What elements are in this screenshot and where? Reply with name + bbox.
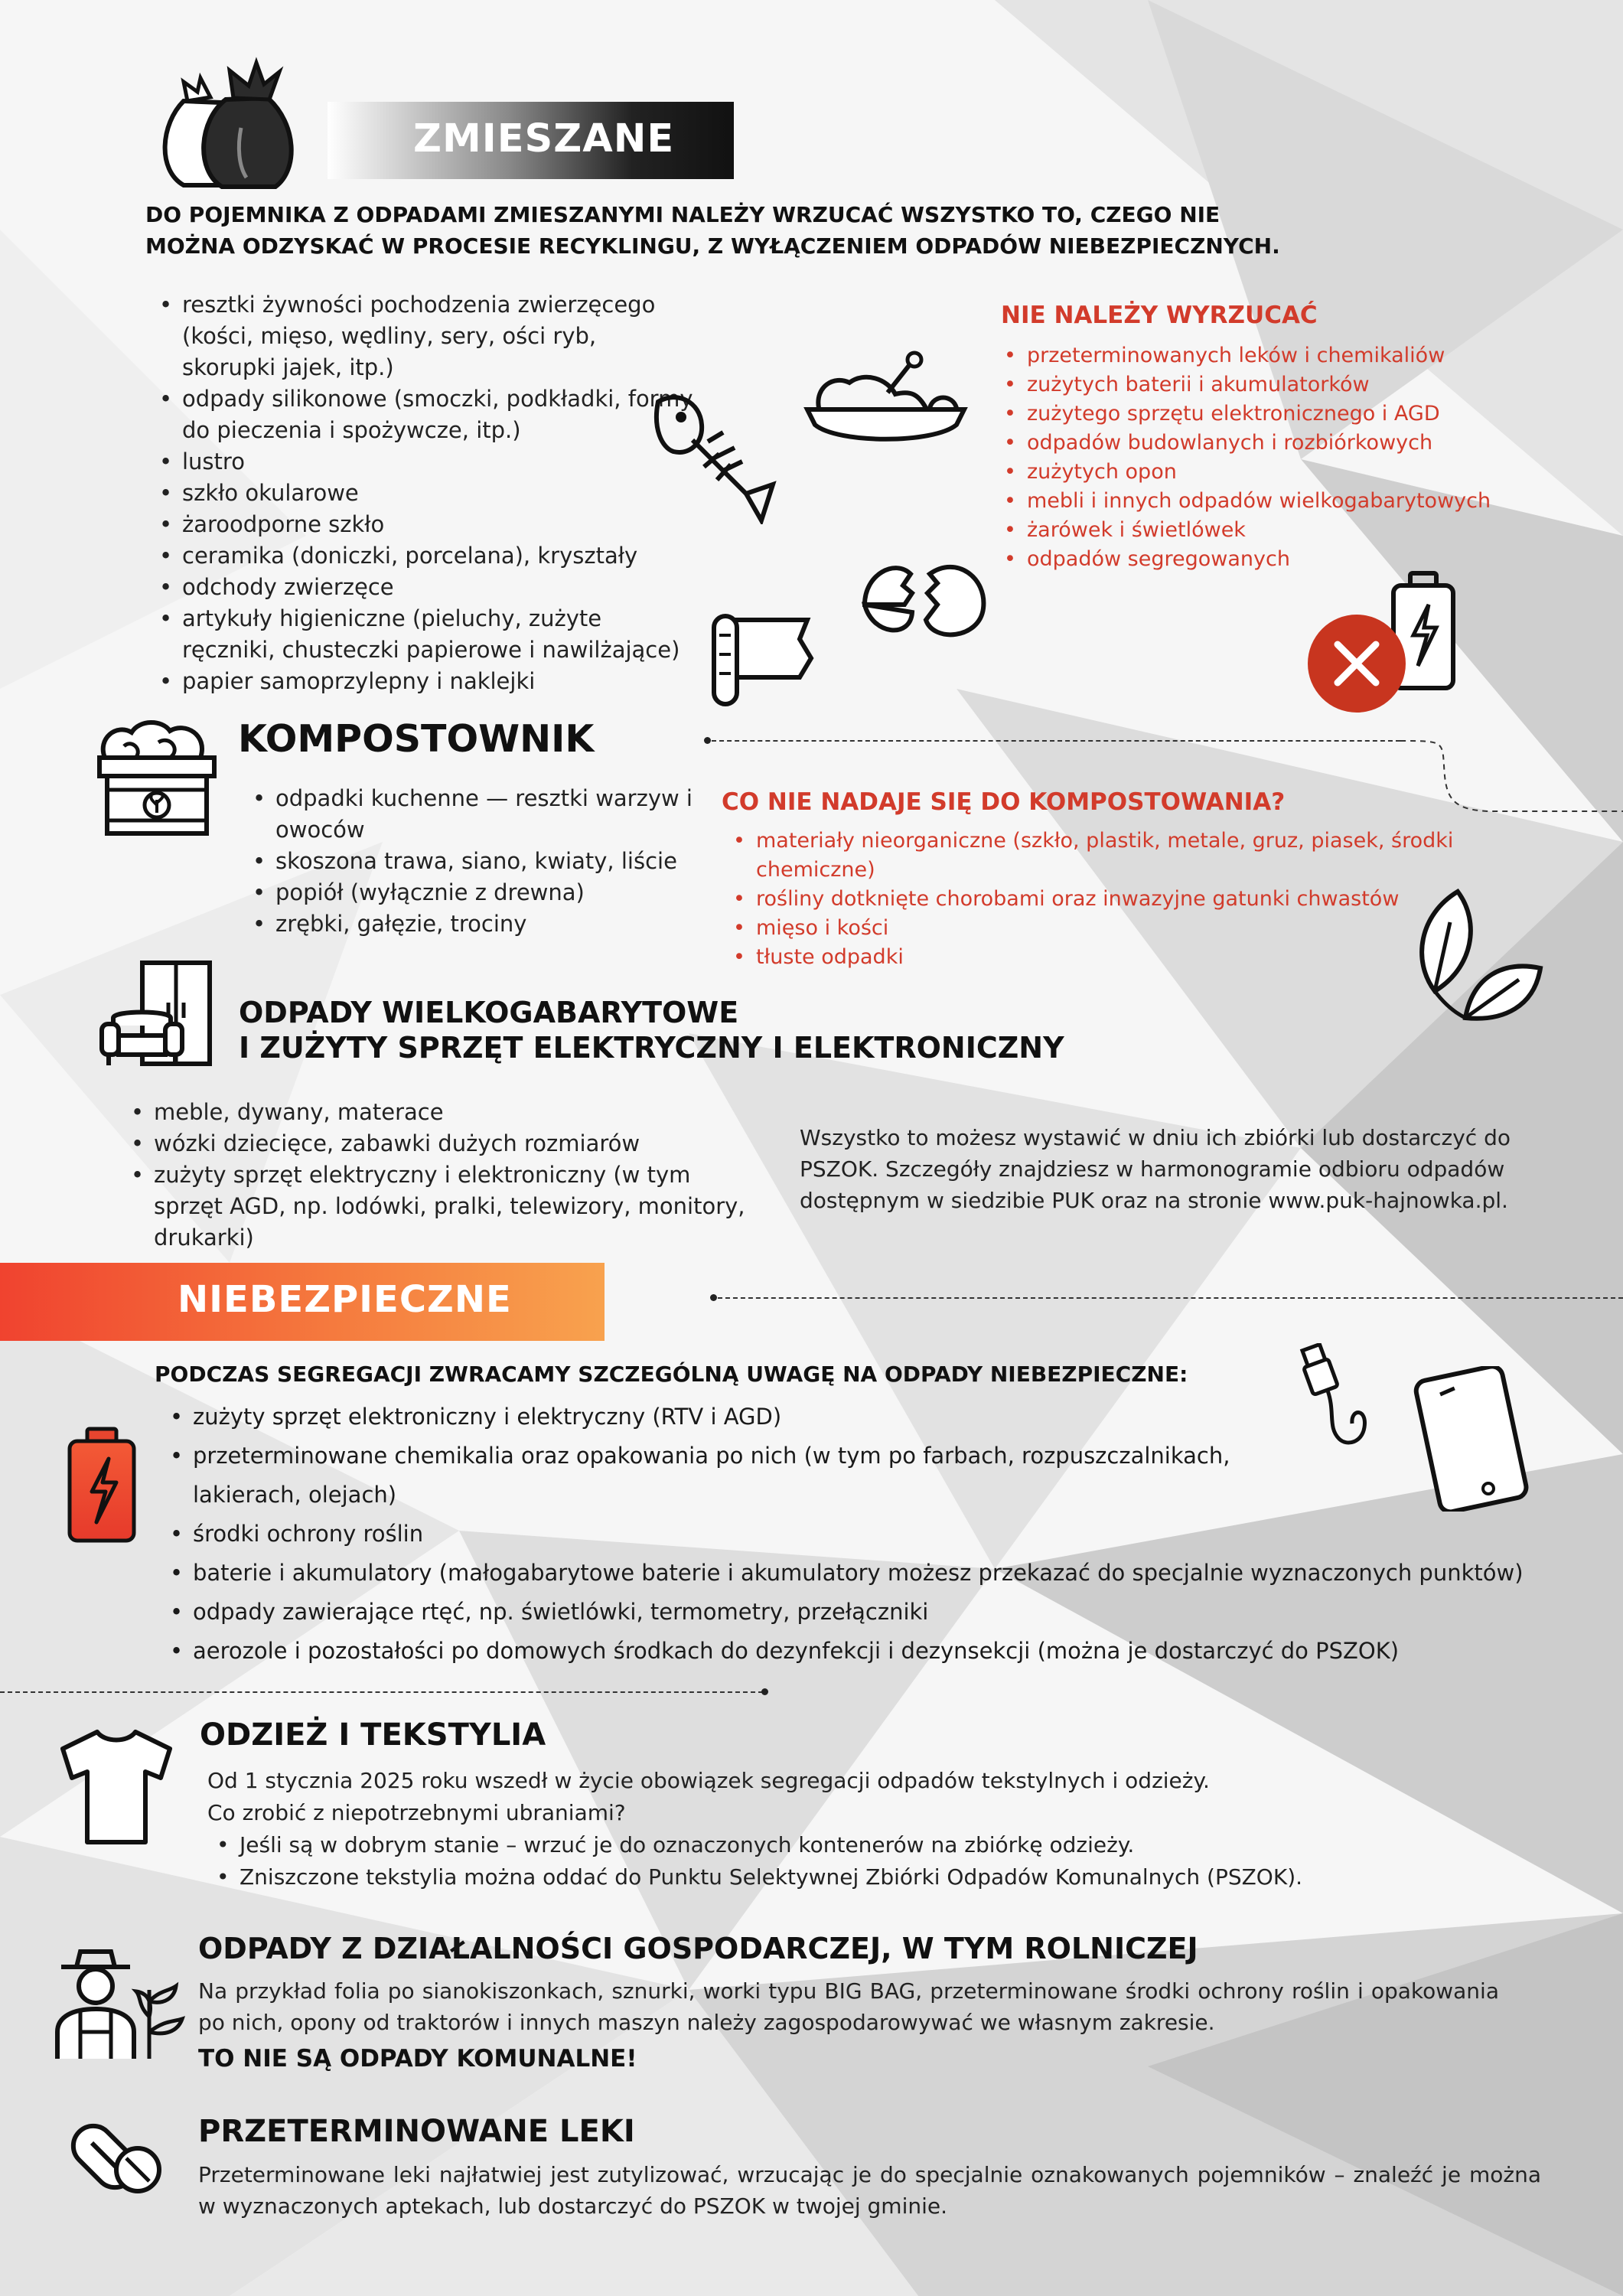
egg-shell-icon [857, 551, 991, 643]
list-item: • żaroodporne szkło [159, 509, 695, 540]
list-item: • ceramika (doniczki, porcelana), kryształy [159, 540, 695, 572]
odziez-list [217, 1829, 1585, 1893]
niebezpieczne-title: NIEBEZPIECZNE [178, 1278, 512, 1321]
list-item: • baterie i akumulatory (małogabarytowe baterie i akumulatory możesz przekazać do specjalnie wyznaczonych punktów) [170, 1554, 1547, 1593]
list-item: • mebli i innych odpadów wielkogabarytowych [1004, 487, 1586, 516]
list-item: • mięso i kości [733, 914, 1460, 943]
kompostownik-list [253, 783, 693, 940]
leaves-icon [1412, 884, 1546, 1026]
list-item: • wózki dziecięce, zabawki dużych rozmiarów [131, 1128, 766, 1159]
list-item: • żarówek i świetlówek [1004, 516, 1586, 545]
list-item: • meble, dywany, materace [131, 1097, 766, 1128]
divider-line [718, 1297, 1623, 1299]
list-item: • odpady silikonowe (smoczki, podkładki, formy do pieczenia i spożywcze, itp.) [159, 383, 695, 446]
list-item: • zużyty sprzęt elektryczny i elektroniczny (w tym sprzęt AGD, np. lodówki, pralki, telewizory, monitory, drukarki) [131, 1159, 766, 1254]
wielkogabarytowe-title-line1: ODPADY WIELKOGABARYTOWE [239, 996, 739, 1029]
plate-chicken-icon [803, 348, 968, 452]
wielkogabarytowe-note: Wszystko to możesz wystawić w dniu ich zbiórki lub dostarczyć do PSZOK. Szczegóły znajdziesz w harmonogramie odbioru odpadów dostępnym w siedzibie PUK oraz na stronie www.puk-hajnowka.pl. [800, 1125, 1511, 1213]
tshirt-icon [55, 1726, 178, 1848]
odziez-line1: Od 1 stycznia 2025 roku wszedł w życie obowiązek segregacji odpadów tekstylnych i odzieży. [207, 1768, 1210, 1793]
wielkogabarytowe-title [239, 995, 1064, 1065]
kompostownik-title: KOMPOSTOWNIK [238, 717, 595, 761]
list-item: • skoszona trawa, siano, kwiaty, liście [253, 846, 693, 877]
zmieszane-exclude-title: NIE NALEŻY WYRZUCAĆ [1001, 302, 1318, 329]
list-item: • odpady zawierające rtęć, np. świetlówki, termometry, przełączniki [170, 1593, 1547, 1632]
list-item: • zużytego sprzętu elektronicznego i AGD [1004, 400, 1586, 429]
list-item: • odchody zwierzęce [159, 572, 695, 603]
farmer-icon [46, 1944, 187, 2063]
list-item: • papier samoprzylepny i naklejki [159, 666, 695, 697]
wielkogabarytowe-title-line2: I ZUŻYTY SPRZĘT ELEKTRYCZNY I ELEKTRONICZNY [239, 1031, 1064, 1065]
trash-bags-icon [153, 55, 302, 191]
list-item: • zużytych baterii i akumulatorków [1004, 370, 1586, 400]
list-item: • odpadki kuchenne — resztki warzyw i owoców [253, 783, 693, 846]
list-item: • środki ochrony roślin [170, 1515, 1547, 1554]
list-item: • tłuste odpadki [733, 943, 1460, 972]
divider-curve [1396, 735, 1623, 827]
zmieszane-exclude-list [1004, 341, 1586, 574]
list-item: • artykuły higieniczne (pieluchy, zużyte ręczniki, chusteczki papierowe i nawilżające) [159, 603, 695, 666]
divider-dot [761, 1688, 768, 1695]
list-item: • przeterminowanych leków i chemikaliów [1004, 341, 1586, 370]
odziez-body [207, 1765, 1585, 1893]
smartphone-icon [1412, 1366, 1530, 1512]
niebezpieczne-intro: PODCZAS SEGREGACJI ZWRACAMY SZCZEGÓLNĄ UWAGĘ NA ODPADY NIEBEZPIECZNE: [155, 1362, 1188, 1387]
gospodarcze-text: Na przykład folia po sianokiszonkach, sznurki, worki typu BIG BAG, przeterminowane środki ochrony roślin i opakowania po nich, opony od traktorów i innych maszyn należy zagospodarowywać we własnym zakresie. [198, 1978, 1499, 2035]
list-item: • popiół (wyłącznie z drewna) [253, 877, 693, 908]
kompostownik-exclude-list [733, 827, 1460, 972]
wielkogabarytowe-list [131, 1097, 766, 1254]
zmieszane-intro-line2: MOŻNA ODZYSKAĆ W PROCESIE RECYKLINGU, Z WYŁĄCZENIEM ODPADÓW NIEBEZPIECZNYCH. [145, 233, 1280, 259]
zmieszane-intro-line1: DO POJEMNIKA Z ODPADAMI ZMIESZANYMI NALEŻY WRZUCAĆ WSZYSTKO TO, CZEGO NIE [145, 202, 1221, 227]
list-item: • odpadów budowlanych i rozbiórkowych [1004, 429, 1586, 458]
list-item: • rośliny dotknięte chorobami oraz inwazyjne gatunki chwastów [733, 885, 1460, 914]
battery-red-icon [66, 1427, 138, 1544]
list-item: • zużytych opon [1004, 458, 1586, 487]
list-item: • zużyty sprzęt elektroniczny i elektryczny (RTV i AGD) [170, 1397, 1547, 1437]
odziez-line2: Co zrobić z niepotrzebnymi ubraniami? [207, 1800, 626, 1825]
gospodarcze-title: ODPADY Z DZIAŁALNOŚCI GOSPODARCZEJ, W TYM ROLNICZEJ [198, 1932, 1198, 1965]
compost-box-icon [93, 716, 220, 838]
pill-capsule-icon [61, 2112, 165, 2200]
list-item: • szkło okularowe [159, 478, 695, 509]
list-item: • materiały nieorganiczne (szkło, plastik, metale, gruz, piasek, środki chemiczne) [733, 827, 1460, 885]
zmieszane-intro [145, 199, 1293, 262]
list-item: • resztki żywności pochodzenia zwierzęcego (kości, mięso, wędliny, sery, ości ryb, skorupki jajek, itp.) [159, 289, 695, 383]
kompostownik-exclude-title: CO NIE NADAJE SIĘ DO KOMPOSTOWANIA? [722, 788, 1286, 816]
forbidden-x-icon [1305, 612, 1409, 716]
list-item: • lustro [159, 446, 695, 478]
leki-text: Przeterminowane leki najłatwiej jest zutylizować, wrzucając je do specjalnie oznakowanych pojemników – znaleźć je można w wyznaczonych aptekach, lub dostarczyć do PSZOK w twojej gminie. [198, 2162, 1541, 2219]
sticky-paper-icon [708, 605, 823, 712]
list-item: • Jeśli są w dobrym stanie – wrzuć je do oznaczonych kontenerów na zbiórkę odzieży. [217, 1829, 1585, 1861]
list-item: • aerozole i pozostałości po domowych środkach do dezynfekcji i dezynsekcji (można je dostarczyć do PSZOK) [170, 1632, 1547, 1671]
list-item: • przeterminowane chemikalia oraz opakowania po nich (w tym po farbach, rozpuszczalnikach, lakierach, olejach) [170, 1437, 1234, 1515]
usb-cable-icon [1297, 1343, 1374, 1458]
divider-line [0, 1691, 763, 1693]
divider-dot [710, 1294, 717, 1301]
zmieszane-list [159, 289, 695, 697]
fish-bone-icon [647, 386, 777, 524]
gospodarcze-emphasis: TO NIE SĄ ODPADY KOMUNALNE! [198, 2045, 637, 2073]
furniture-icon [98, 957, 217, 1071]
zmieszane-title: ZMIESZANE [413, 116, 675, 161]
list-item: • odpadów segregowanych [1004, 545, 1586, 574]
divider-line [712, 740, 1400, 742]
odziez-title: ODZIEŻ I TEKSTYLIA [200, 1717, 546, 1753]
leki-title: PRZETERMINOWANE LEKI [198, 2114, 635, 2149]
list-item: • Zniszczone tekstylia można oddać do Punktu Selektywnej Zbiórki Odpadów Komunalnych (PSZOK). [217, 1861, 1585, 1893]
list-item: • zrębki, gałęzie, trociny [253, 908, 693, 940]
divider-dot [704, 737, 711, 744]
